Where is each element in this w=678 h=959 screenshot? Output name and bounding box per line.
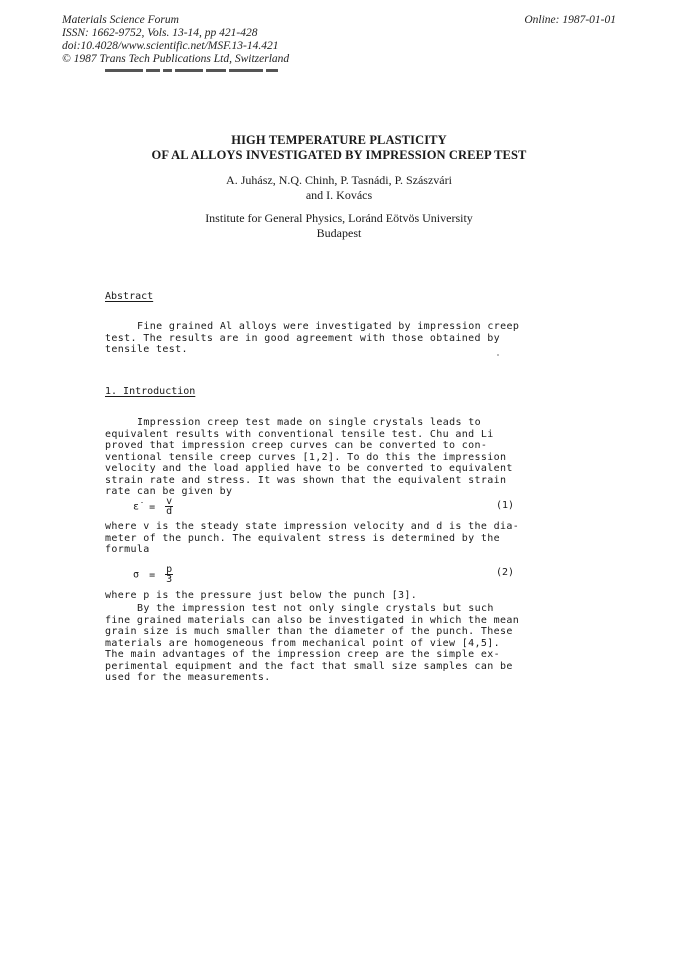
paper-title <box>0 133 678 163</box>
text-line: used for the measurements. <box>105 672 271 683</box>
eq1-lhs: ε̇ <box>133 501 140 513</box>
eq2-denominator: 3 <box>166 574 173 585</box>
equation-1-number: (1) <box>496 500 515 511</box>
scan-speck <box>497 354 499 356</box>
intro-paragraph-3 <box>105 590 535 602</box>
introduction-heading: 1. Introduction <box>105 386 196 397</box>
doi-line: doi:10.4028/www.scientific.net/MSF.13-14.421 <box>62 40 279 52</box>
online-date: Online: 1987-01-01 <box>524 14 616 26</box>
text-line: rate can be given by <box>105 486 233 497</box>
text-line: The main advantages of the impression creep are the simple ex- <box>105 649 500 660</box>
equation-2-number: (2) <box>496 567 515 578</box>
abstract-heading: Abstract <box>105 291 154 302</box>
text-line: equivalent results with conventional tensile test. Chu and Li <box>105 428 494 440</box>
author-list <box>0 173 678 203</box>
title-line-1: HIGH TEMPERATURE PLASTICITY <box>231 133 447 147</box>
affiliation-line-2: Budapest <box>316 226 362 240</box>
copyright-line: © 1987 Trans Tech Publications Ltd, Switzerland <box>62 53 290 65</box>
intro-paragraph-2 <box>105 521 535 556</box>
eq2-numerator: p <box>166 564 173 575</box>
illegible-copyright-strip <box>105 69 285 75</box>
eq2-fraction <box>165 565 173 584</box>
eq1-equals: = <box>149 501 156 513</box>
eq1-numerator: v <box>166 496 173 507</box>
text-line: strain rate and stress. It was shown that the equivalent strain <box>105 474 507 486</box>
equation-1 <box>133 497 173 519</box>
affiliation-line-1: Institute for General Physics, Loránd Eötvös University <box>205 211 473 225</box>
abstract-line: Fine grained Al alloys were investigated by impression creep <box>137 321 520 332</box>
text-line: grain size is much smaller than the diameter of the punch. These <box>105 626 513 637</box>
publication-header <box>62 14 289 66</box>
text-line: proved that impression creep curves can be converted to con- <box>105 440 488 451</box>
intro-paragraph-4 <box>105 603 535 684</box>
text-line: formula <box>105 544 150 555</box>
authors-line-1: A. Juhász, N.Q. Chinh, P. Tasnádi, P. Szászvári <box>226 173 452 187</box>
text-line: materials are homogeneous from mechanical point of view [4,5]. <box>105 637 500 649</box>
journal-name: Materials Science Forum <box>62 14 179 26</box>
text-line: By the impression test not only single crystals but such <box>137 603 494 614</box>
affiliation <box>0 211 678 241</box>
text-line: perimental equipment and the fact that small size samples can be <box>105 660 513 672</box>
abstract-line: test. The results are in good agreement with those obtained by <box>105 332 500 344</box>
authors-line-2: and I. Kovács <box>305 188 373 202</box>
abstract-text <box>105 321 535 356</box>
eq2-equals: = <box>149 569 156 581</box>
eq2-lhs: σ <box>133 569 140 581</box>
abstract-line: tensile test. <box>105 344 188 355</box>
text-line: meter of the punch. The equivalent stress is determined by the <box>105 532 500 544</box>
text-line: Impression creep test made on single crystals leads to <box>137 417 482 428</box>
eq1-denominator: d <box>166 506 173 517</box>
text-line: fine grained materials can also be investigated in which the mean <box>105 614 520 626</box>
issn-line: ISSN: 1662-9752, Vols. 13-14, pp 421-428 <box>62 27 258 39</box>
text-line: ventional tensile creep curves [1,2]. To do this the impression <box>105 451 507 463</box>
equation-2 <box>133 565 173 587</box>
title-line-2: OF AL ALLOYS INVESTIGATED BY IMPRESSION CREEP TEST <box>151 148 527 162</box>
text-line: where v is the steady state impression velocity and d is the dia- <box>105 521 520 532</box>
eq1-fraction <box>165 497 173 516</box>
intro-paragraph-1 <box>105 417 535 498</box>
text-line: where p is the pressure just below the punch [3]. <box>105 590 418 601</box>
text-line: velocity and the load applied have to be converted to equivalent <box>105 463 513 474</box>
